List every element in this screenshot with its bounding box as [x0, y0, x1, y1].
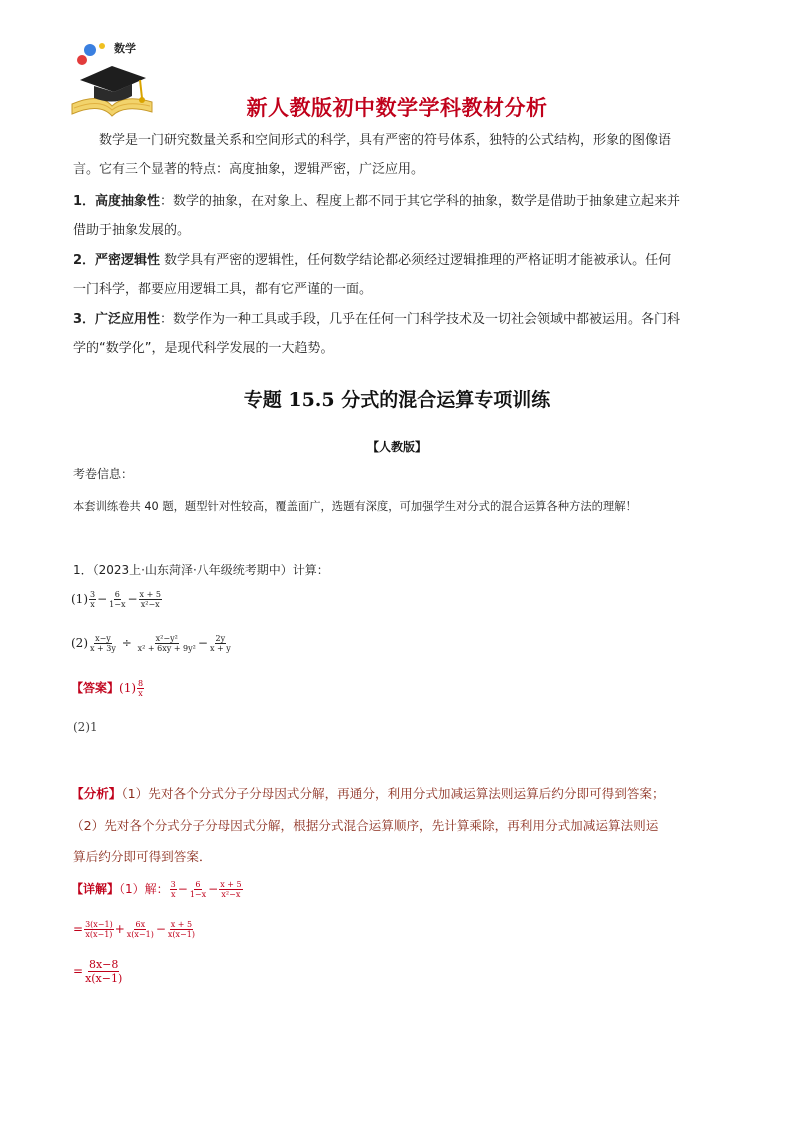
answer-tag: 【答案】 — [71, 681, 120, 695]
feature-2-head: 2．严密逻辑性 — [73, 253, 161, 268]
exam-info-label: 考卷信息： — [73, 467, 134, 481]
part-1-label: (1) — [71, 592, 88, 606]
fraction: $\frac{3}{x}$ — [90, 590, 96, 609]
detail-step-3: = $\frac{8x-8}{x(x-1)}$ — [73, 958, 123, 985]
feature-3 — [73, 305, 725, 334]
part-2-label: (2) — [71, 636, 88, 650]
feature-3-head: 3．广泛应用性 — [73, 312, 161, 327]
feature-1-text: ：数学的抽象，在对象上、程度上都不同于其它学科的抽象，数学是借助于抽象建立起来并 — [160, 194, 681, 209]
feature-2-text: 数学具有严密的逻辑性，任何数学结论都必须经过逻辑推理的严格证明才能被承认。任何 — [160, 253, 672, 268]
intro-line-1: 数学是一门研究数量关系和空间形式的科学，具有严密的符号体系，独特的公式结构，形象的图像语 — [99, 133, 672, 148]
feature-3-text: ：数学作为一种工具或手段，几乎在任何一门科学技术及一切社会领域中都被运用。各门科 — [160, 312, 681, 327]
edition-label: 【人教版】 — [366, 440, 427, 454]
feature-3-line-2: 学的“数学化”，是现代科学发展的一大趋势。 — [73, 341, 334, 356]
fraction: $\frac{\text{x²−y²}}{\text{x² + 6xy + 9y²}}$ — [137, 634, 196, 653]
analysis-line-2: （2）先对各个分式分子分母因式分解，根据分式混合运算顺序，先计算乘除，再利用分式加减运算法则运 — [71, 818, 659, 833]
feature-2-line-2: 一门科学，都要应用逻辑工具，都有它严谨的一面。 — [73, 282, 373, 297]
detail-step-2: = $\frac{3(x-1)}{x(x-1)}$ + $\frac{6x}{x(x-1)}$ − $\frac{x + 5}{x(x-1)}$ — [73, 920, 195, 939]
analysis-line-1: 【分析】（1）先对各个分式分子分母因式分解，再通分，利用分式加减运算法则运算后约分即可得到答案； — [71, 786, 665, 801]
feature-1-head: 1．高度抽象性 — [73, 194, 161, 209]
feature-2 — [73, 246, 725, 275]
answer-fraction: $\frac{8}{x}$ — [138, 679, 144, 698]
analysis-line-3: 算后约分即可得到答案． — [73, 849, 212, 864]
answer-line: 【答案】(1) $\frac{8}{x}$ — [71, 679, 144, 698]
topic-title: 专题 15.5 分式的混合运算专项训练 — [243, 389, 551, 411]
detail-line: 【详解】（1）解： $\frac{3}{x}$ − $\frac{6}{1-x}$ − $\frac{x + 5}{\text{x²−x}}$ — [71, 880, 242, 899]
intro-line-2: 言。它有三个显著的特点：高度抽象，逻辑严密，广泛应用。 — [73, 162, 425, 177]
logo-label: 数学 — [114, 42, 136, 55]
detail-expression: $\frac{3}{x}$ − $\frac{6}{1-x}$ − $\frac{x + 5}{\text{x²−x}}$ — [170, 880, 242, 899]
feature-1 — [73, 187, 725, 216]
question-part-2: (2) $\frac{x-y}{x + 3y}$ ÷ $\frac{\text{x²−y²}}{\text{x² + 6xy + 9y²}}$ − $\frac{2y}{x + y}$ — [71, 634, 231, 653]
feature-1-line-2: 借助于抽象发展的。 — [73, 223, 191, 238]
analysis-tag: 【分析】 — [71, 786, 122, 801]
exam-info-text: 本套训练卷共 40 题，题型针对性较高，覆盖面广，选题有深度，可加强学生对分式的混合运算各种方法的理解！ — [73, 500, 637, 513]
fraction: $\frac{2y}{x + y}$ — [209, 634, 231, 653]
question-part-1: (1) $\frac{3}{x}$ − $\frac{6}{1-x}$ − $\frac{x + 5}{\text{x²−x}}$ — [71, 590, 161, 609]
question-stem: 1．（2023上·山东菏泽·八年级统考期中）计算： — [73, 563, 329, 577]
answer-2: (2)1 — [73, 720, 98, 734]
fraction: $\frac{x + 5}{\text{x²−x}}$ — [139, 590, 161, 609]
fraction: $\frac{6}{1-x}$ — [109, 590, 126, 609]
page-title: 新人教版初中数学学科教材分析 — [246, 96, 548, 120]
fraction: $\frac{x-y}{x + 3y}$ — [90, 634, 116, 653]
detail-tag: 【详解】 — [71, 882, 120, 896]
